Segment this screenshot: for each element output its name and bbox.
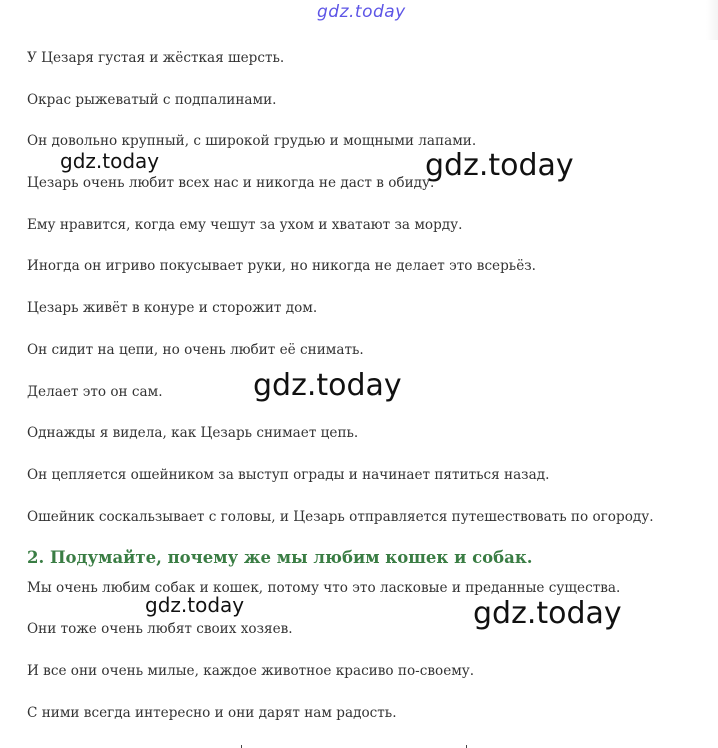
paragraph: Однажды я видела, как Цезарь снимает цепь. xyxy=(27,425,359,442)
page-edge-shadow xyxy=(706,0,718,40)
paragraph: Цезарь живёт в конуре и сторожит дом. xyxy=(27,300,318,317)
paragraph: Ему нравится, когда ему чешут за ухом и хватают за морду. xyxy=(27,216,463,233)
watermark: gdz.today xyxy=(473,596,622,631)
paragraph: Окрас рыжеватый с подпалинами. xyxy=(27,91,277,108)
site-logo[interactable]: gdz.today xyxy=(317,2,406,22)
paragraph: Ошейник соскальзывает с головы, и Цезарь отправляется путешествовать по огороду. xyxy=(27,508,654,525)
section-heading: 2. Подумайте, почему же мы любим кошек и собак. xyxy=(27,547,533,567)
paragraph: С ними всегда интересно и они дарят нам радость. xyxy=(27,704,397,721)
paragraph: Иногда он игриво покусывает руки, но никогда не делает это всерьёз. xyxy=(27,258,536,275)
paragraph: Они тоже очень любят своих хозяев. xyxy=(27,621,293,638)
paragraph: Цезарь очень любит всех нас и никогда не даст в обиду. xyxy=(27,175,435,192)
paragraph: Он довольно крупный, с широкой грудью и мощными лапами. xyxy=(27,133,477,150)
paragraph: Он цепляется ошейником за выступ ограды и начинает пятиться назад. xyxy=(27,466,550,483)
watermark: gdz.today xyxy=(253,368,402,403)
watermark: gdz.today xyxy=(60,149,160,173)
paragraph: Делает это он сам. xyxy=(27,383,163,400)
watermark: gdz.today xyxy=(145,593,245,617)
paragraph: И все они очень милые, каждое животное красиво по-своему. xyxy=(27,662,475,679)
article-content xyxy=(27,48,687,744)
paragraph: Мы очень любим собак и кошек, потому что это ласковые и преданные существа. xyxy=(27,579,621,596)
paragraph: У Цезаря густая и жёсткая шерсть. xyxy=(27,50,285,66)
paragraph: Он сидит на цепи, но очень любит её снимать. xyxy=(27,341,364,358)
watermark: gdz.today xyxy=(425,148,574,183)
